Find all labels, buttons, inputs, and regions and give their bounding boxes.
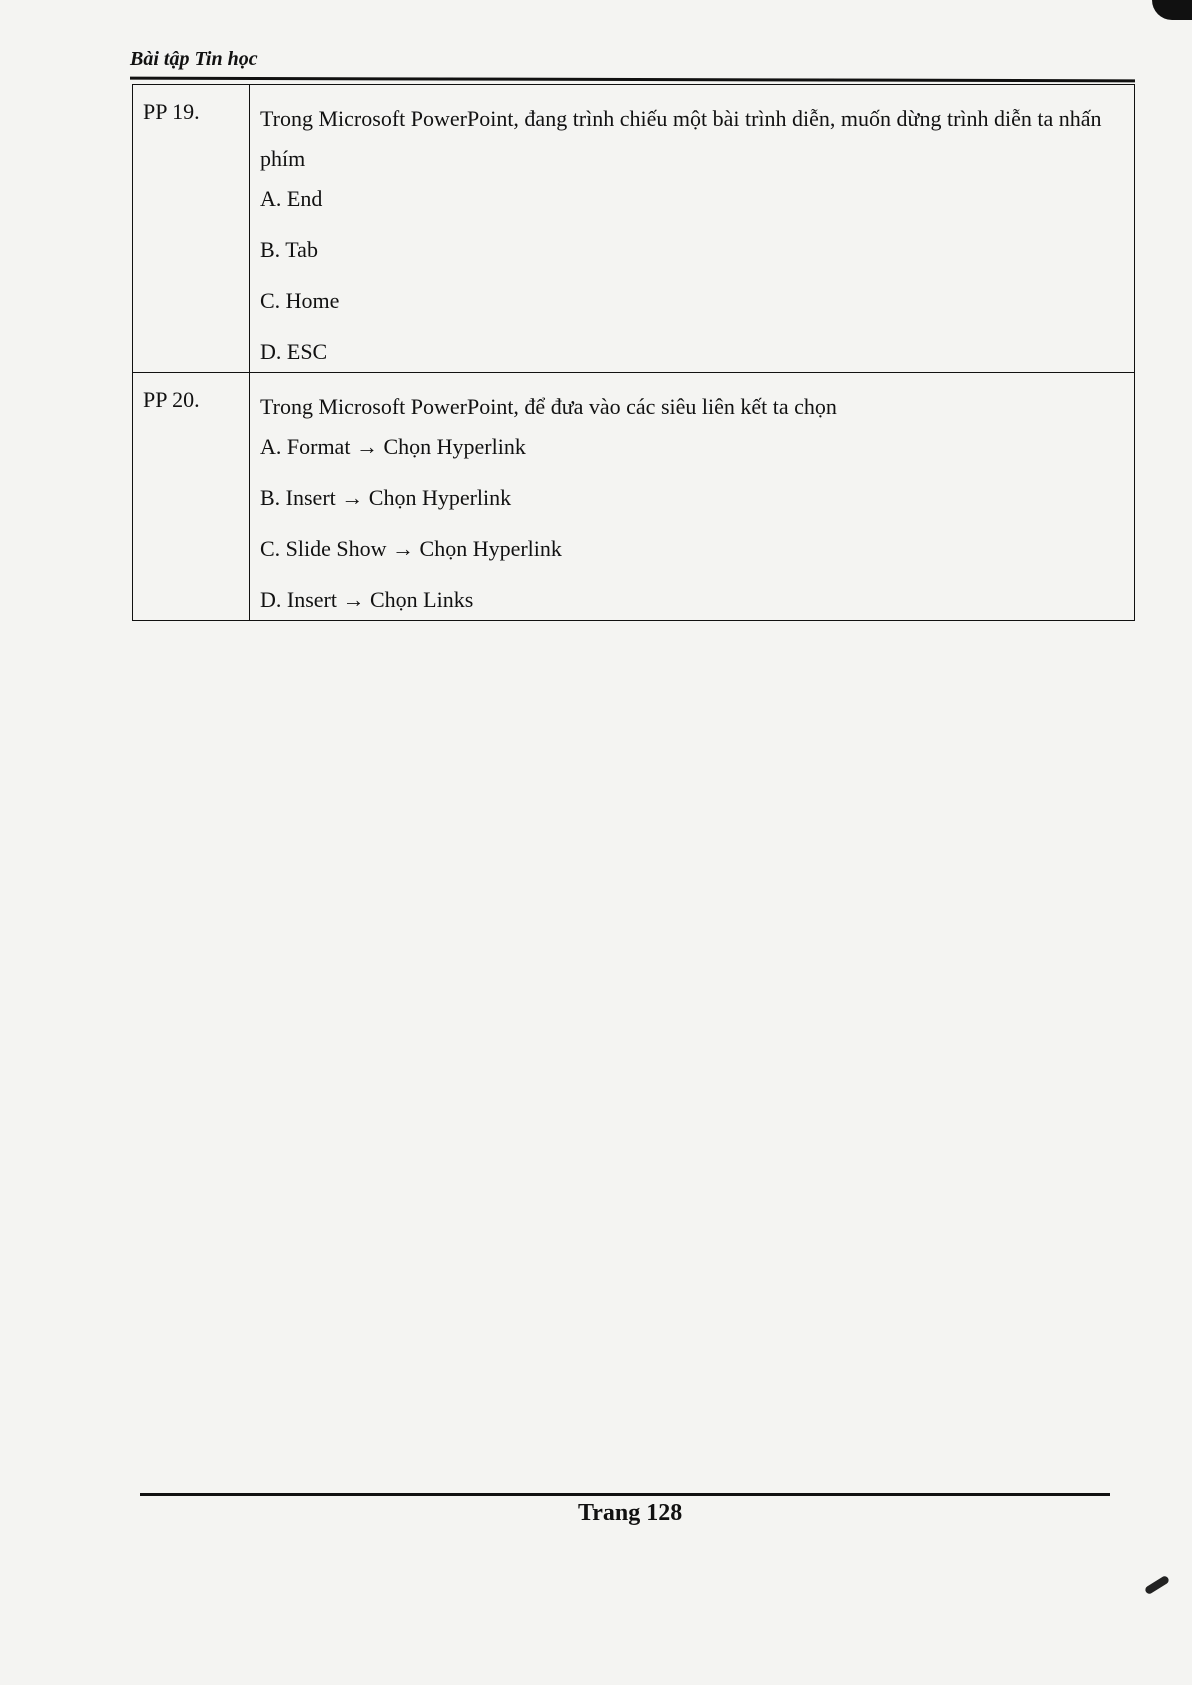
question-id: PP 20. (133, 373, 250, 621)
page-corner-shadow (1152, 0, 1192, 20)
question-row (133, 373, 1135, 621)
question-row (133, 85, 1135, 373)
page-number: Trang 128 (578, 1500, 683, 1526)
question-id: PP 19. (133, 85, 250, 373)
answer-options (260, 427, 1124, 620)
answer-option: D. ESC (260, 339, 328, 364)
page-corner-mark (1144, 1575, 1170, 1596)
question-text: Trong Microsoft PowerPoint, đang trình chiếu một bài trình diễn, muốn dừng trình diễn ta nhấn phím (260, 106, 1102, 171)
question-table (132, 84, 1135, 621)
answer-option: D. Insert → Chọn Links (260, 587, 474, 612)
page-header-title: Bài tập Tin học (130, 48, 258, 70)
answer-option: C. Home (260, 288, 340, 313)
question-body (250, 373, 1135, 621)
answer-option: A. End (260, 186, 323, 211)
header-divider (130, 77, 1135, 83)
answer-option: B. Tab (260, 237, 318, 262)
answer-option: C. Slide Show → Chọn Hyperlink (260, 536, 562, 561)
question-text: Trong Microsoft PowerPoint, để đưa vào các siêu liên kết ta chọn (260, 394, 837, 419)
answer-option: B. Insert → Chọn Hyperlink (260, 485, 512, 510)
question-body (250, 85, 1135, 373)
footer-divider (140, 1493, 1110, 1496)
answer-option: A. Format → Chọn Hyperlink (260, 434, 526, 459)
answer-options (260, 179, 1124, 372)
